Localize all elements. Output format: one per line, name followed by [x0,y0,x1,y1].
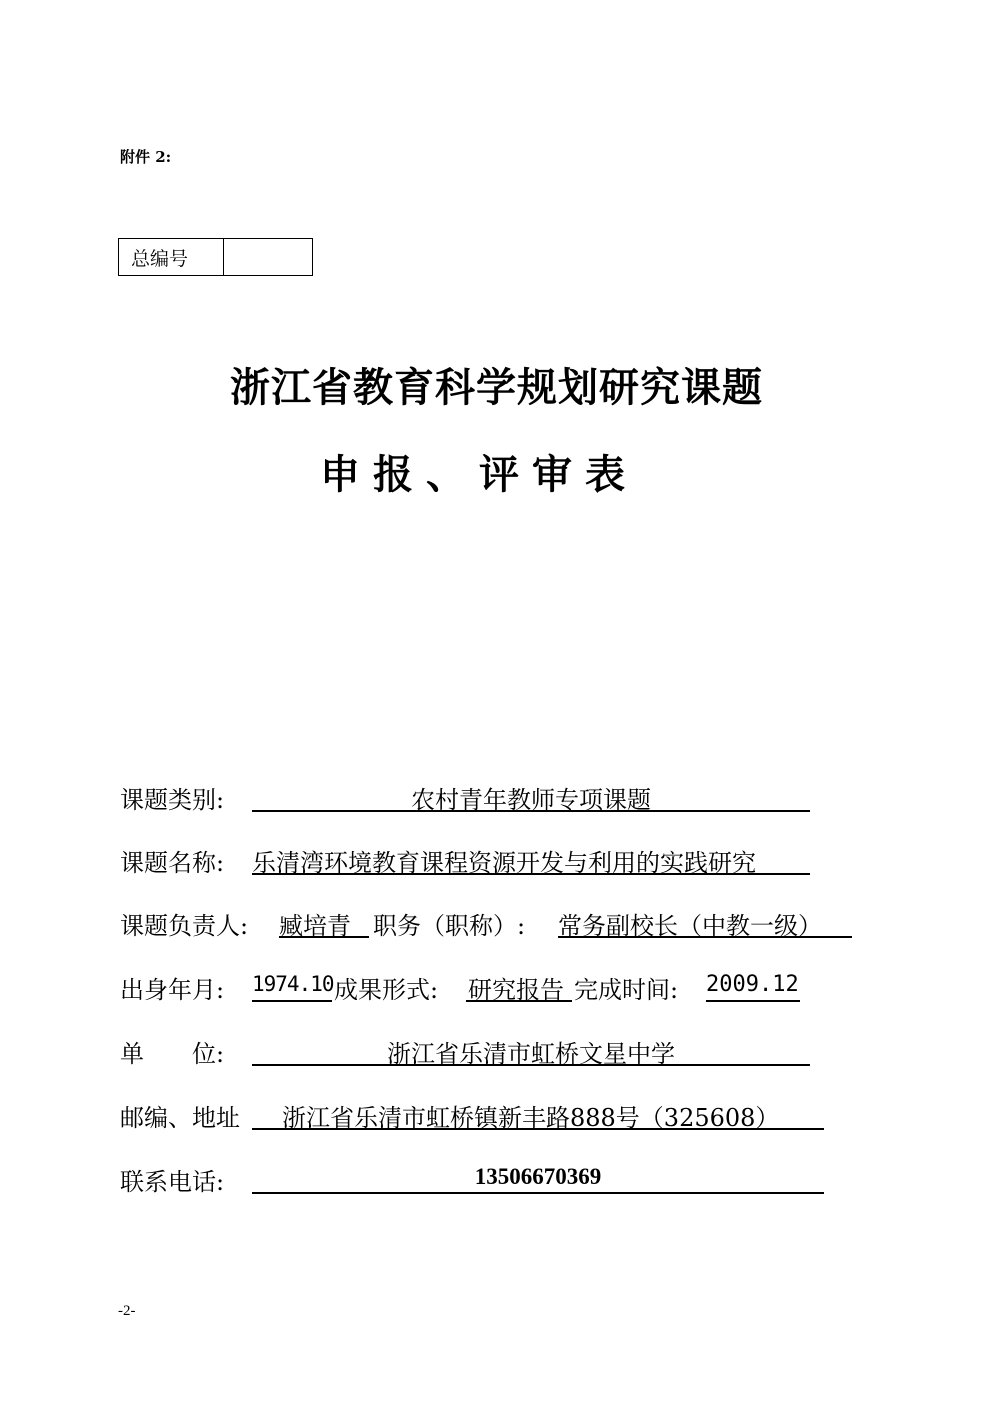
result-form-field[interactable] [466,970,572,1002]
position-label: 职务（职称）: [373,912,526,940]
category-value: 农村青年教师专项课题 [411,786,651,814]
birth-field[interactable] [252,970,332,1002]
serial-number-value[interactable] [224,239,312,275]
birth-row [120,970,820,1010]
leader-row [120,906,860,946]
page-number: -2- [118,1303,136,1319]
result-form-label: 成果形式: [334,976,439,1004]
result-form-value: 研究报告 [468,976,564,1004]
leader-value: 臧培青 [279,912,351,940]
address-field[interactable] [252,1098,824,1130]
name-value: 乐清湾环境教育课程资源开发与利用的实践研究 [252,849,756,877]
name-row [120,843,820,883]
leader-field[interactable] [279,906,369,938]
serial-number-label: 总编号 [119,239,224,275]
completion-value: 2009.12 [706,972,799,997]
name-label: 课题名称: [120,849,225,877]
unit-value: 浙江省乐清市虹桥文星中学 [387,1040,675,1068]
position-field[interactable] [558,906,852,938]
attachment-label: 附件 2: [120,148,172,166]
leader-label: 课题负责人: [120,912,249,940]
unit-field[interactable] [252,1034,810,1066]
serial-number-box [118,238,313,276]
address-value: 浙江省乐清市虹桥镇新丰路888号（325608） [282,1104,780,1132]
phone-label: 联系电话: [120,1168,225,1196]
phone-row [120,1162,830,1202]
category-field[interactable] [252,780,810,812]
unit-label: 单 位: [120,1040,225,1068]
unit-row [120,1034,820,1074]
category-row [120,780,820,820]
category-label: 课题类别: [120,786,225,814]
address-row [120,1098,830,1138]
document-subtitle: 申报、评审表 [320,452,638,498]
birth-label: 出身年月: [120,976,225,1004]
name-field[interactable] [252,843,810,875]
completion-label: 完成时间: [574,976,679,1004]
completion-field[interactable] [706,970,800,1002]
birth-value: 1974.10 [252,972,334,996]
position-value: 常务副校长（中教一级） [558,912,822,940]
phone-field[interactable] [252,1162,824,1194]
document-title: 浙江省教育科学规划研究课题 [230,365,763,411]
address-label: 邮编、地址 [120,1104,240,1132]
phone-value: 13506670369 [474,1164,602,1189]
